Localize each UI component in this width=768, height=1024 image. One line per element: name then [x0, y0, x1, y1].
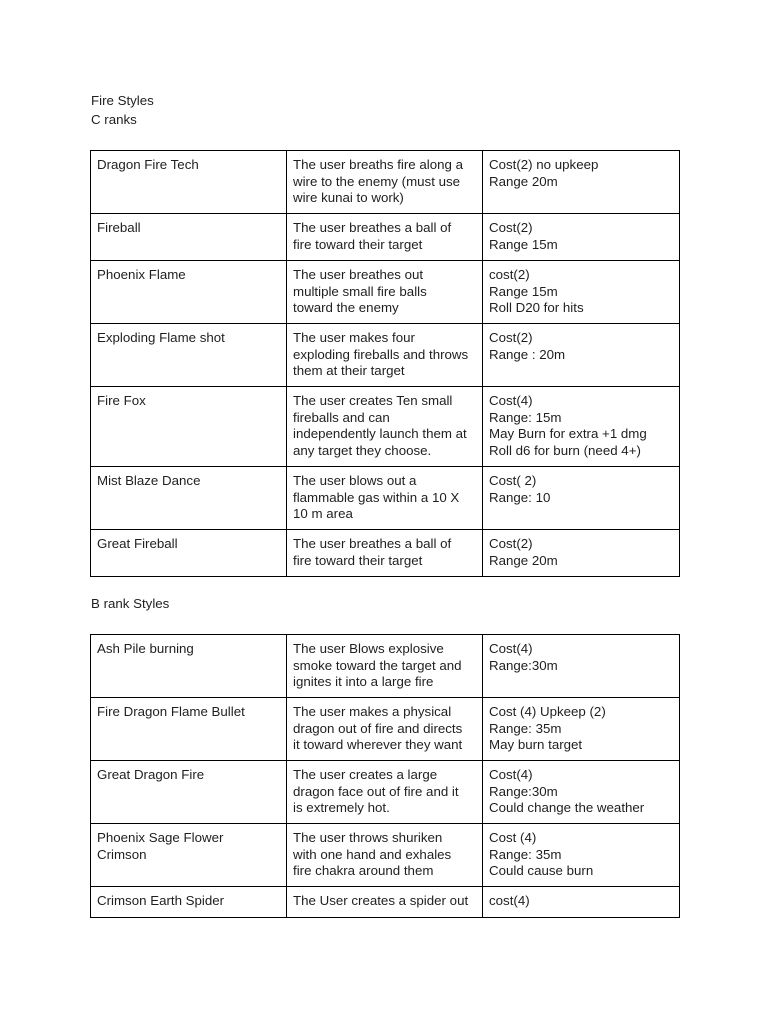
table-row	[91, 151, 680, 214]
cell-text-line: wire to the enemy (must use	[293, 173, 461, 189]
technique-stats-cell	[483, 824, 680, 887]
cell-text-line: The user creates Ten small	[293, 393, 453, 408]
cell-text-line: cost(4)	[489, 893, 530, 908]
technique-stats-cell	[483, 261, 680, 324]
cell-text-line: Phoenix Sage Flower	[97, 830, 224, 845]
cell-text-line: them at their target	[293, 363, 405, 379]
cell-text-line: Roll d6 for burn (need 4+)	[489, 442, 641, 458]
table-row	[91, 698, 680, 761]
technique-name-cell	[91, 635, 287, 698]
technique-description-cell	[287, 824, 483, 887]
cell-text-line: smoke toward the target and	[293, 657, 462, 673]
technique-name-cell	[91, 761, 287, 824]
table-row	[91, 467, 680, 530]
cell-text-line: The user Blows explosive	[293, 641, 444, 656]
section-heading-c-ranks: C ranks	[91, 112, 137, 127]
table-row	[91, 324, 680, 387]
cell-text-line: flammable gas within a 10 X	[293, 489, 460, 505]
cell-text-line: exploding fireballs and throws	[293, 346, 469, 362]
cell-text-line: Crimson	[97, 846, 147, 862]
technique-description-cell	[287, 151, 483, 214]
cell-text-line: The user blows out a	[293, 473, 417, 488]
cell-text-line: The user throws shuriken	[293, 830, 443, 845]
cell-text-line: with one hand and exhales	[293, 846, 452, 862]
cell-text-line: The user breathes a ball of	[293, 220, 452, 235]
cell-text-line: Cost (4) Upkeep (2)	[489, 704, 606, 719]
cell-text-line: wire kunai to work)	[293, 190, 404, 206]
technique-description-cell	[287, 530, 483, 577]
technique-stats-cell	[483, 635, 680, 698]
cell-text-line: fire toward their target	[293, 552, 423, 568]
cell-text-line: Could change the weather	[489, 800, 645, 816]
cell-text-line: The User creates a spider out	[293, 893, 469, 908]
technique-stats-cell	[483, 214, 680, 261]
technique-stats-cell	[483, 530, 680, 577]
technique-name-cell	[91, 698, 287, 761]
cell-text-line: Cost(2)	[489, 536, 533, 551]
cell-text-line: 10 m area	[293, 506, 353, 522]
cell-text-line: Could cause burn	[489, 863, 594, 879]
cell-text-line: Exploding Flame shot	[97, 330, 225, 345]
cell-text-line: Range: 35m	[489, 846, 562, 862]
cell-text-line: The user breathes out	[293, 267, 424, 282]
cell-text-line: Range 15m	[489, 236, 558, 252]
cell-text-line: Roll D20 for hits	[489, 300, 584, 316]
cell-text-line: dragon out of fire and directs	[293, 720, 463, 736]
table-row	[91, 887, 680, 918]
cell-text-line: is extremely hot.	[293, 800, 390, 816]
cell-text-line: Ash Pile burning	[97, 641, 194, 656]
cell-text-line: fire chakra around them	[293, 863, 434, 879]
technique-stats-cell	[483, 467, 680, 530]
section-heading-b-ranks: B rank Styles	[91, 596, 170, 611]
cell-text-line: Cost(4)	[489, 767, 533, 782]
table-row	[91, 824, 680, 887]
technique-description-cell	[287, 887, 483, 918]
technique-name-cell	[91, 261, 287, 324]
cell-text-line: Fireball	[97, 220, 141, 235]
cell-text-line: Great Fireball	[97, 536, 178, 551]
cell-text-line: Range: 10	[489, 489, 551, 505]
cell-text-line: Cost (4)	[489, 830, 537, 845]
table-row	[91, 261, 680, 324]
cell-text-line: ignites it into a large fire	[293, 674, 434, 690]
cell-text-line: May Burn for extra +1 dmg	[489, 426, 647, 442]
cell-text-line: toward the enemy	[293, 300, 399, 316]
technique-description-cell	[287, 761, 483, 824]
cell-text-line: The user makes a physical	[293, 704, 452, 719]
technique-description-cell	[287, 214, 483, 261]
technique-stats-cell	[483, 761, 680, 824]
cell-text-line: independently launch them at	[293, 426, 467, 442]
table-row	[91, 214, 680, 261]
cell-text-line: Great Dragon Fire	[97, 767, 205, 782]
cell-text-line: Cost(2)	[489, 220, 533, 235]
technique-name-cell	[91, 467, 287, 530]
technique-name-cell	[91, 887, 287, 918]
technique-description-cell	[287, 387, 483, 467]
cell-text-line: Cost(2)	[489, 330, 533, 345]
cell-text-line: The user creates a large	[293, 767, 438, 782]
table-row	[91, 387, 680, 467]
cell-text-line: Cost( 2)	[489, 473, 537, 488]
c-rank-table	[90, 150, 680, 577]
cell-text-line: Mist Blaze Dance	[97, 473, 201, 488]
cell-text-line: Dragon Fire Tech	[97, 157, 199, 172]
cell-text-line: Cost(4)	[489, 641, 533, 656]
cell-text-line: Phoenix Flame	[97, 267, 186, 282]
technique-description-cell	[287, 698, 483, 761]
cell-text-line: Range 20m	[489, 552, 558, 568]
cell-text-line: fire toward their target	[293, 236, 423, 252]
cell-text-line: Range:30m	[489, 657, 558, 673]
cell-text-line: The user breathes a ball of	[293, 536, 452, 551]
technique-description-cell	[287, 261, 483, 324]
technique-name-cell	[91, 324, 287, 387]
cell-text-line: Fire Fox	[97, 393, 146, 408]
technique-name-cell	[91, 214, 287, 261]
b-rank-table	[90, 634, 680, 918]
cell-text-line: any target they choose.	[293, 442, 432, 458]
cell-text-line: dragon face out of fire and it	[293, 783, 459, 799]
cell-text-line: multiple small fire balls	[293, 283, 427, 299]
technique-name-cell	[91, 151, 287, 214]
cell-text-line: Range: 35m	[489, 720, 562, 736]
technique-name-cell	[91, 824, 287, 887]
technique-stats-cell	[483, 887, 680, 918]
table-row	[91, 635, 680, 698]
technique-description-cell	[287, 467, 483, 530]
cell-text-line: Range: 15m	[489, 409, 562, 425]
cell-text-line: May burn target	[489, 737, 583, 753]
technique-stats-cell	[483, 151, 680, 214]
cell-text-line: Range : 20m	[489, 346, 566, 362]
technique-description-cell	[287, 635, 483, 698]
technique-stats-cell	[483, 387, 680, 467]
cell-text-line: Crimson Earth Spider	[97, 893, 225, 908]
cell-text-line: Range 20m	[489, 173, 558, 189]
technique-description-cell	[287, 324, 483, 387]
cell-text-line: it toward wherever they want	[293, 737, 463, 753]
technique-stats-cell	[483, 324, 680, 387]
technique-stats-cell	[483, 698, 680, 761]
cell-text-line: Range:30m	[489, 783, 558, 799]
table-row	[91, 761, 680, 824]
cell-text-line: Range 15m	[489, 283, 558, 299]
cell-text-line: The user breaths fire along a	[293, 157, 464, 172]
technique-name-cell	[91, 387, 287, 467]
table-row	[91, 530, 680, 577]
cell-text-line: cost(2)	[489, 267, 530, 282]
document-title: Fire Styles	[91, 93, 154, 108]
cell-text-line: Cost(4)	[489, 393, 533, 408]
technique-name-cell	[91, 530, 287, 577]
cell-text-line: Cost(2) no upkeep	[489, 157, 599, 172]
cell-text-line: Fire Dragon Flame Bullet	[97, 704, 245, 719]
cell-text-line: The user makes four	[293, 330, 415, 345]
cell-text-line: fireballs and can	[293, 409, 390, 425]
